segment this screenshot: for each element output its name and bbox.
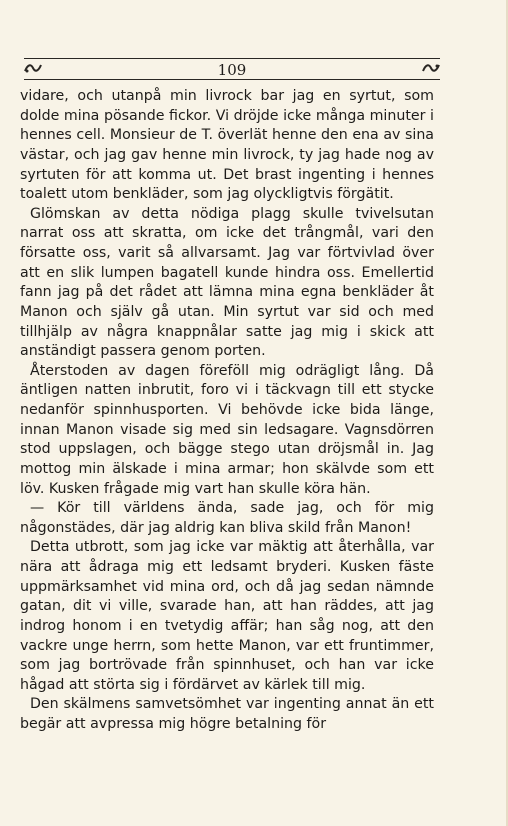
fleuron-ornament-icon <box>422 62 440 74</box>
paragraph: Glömskan av detta nödiga plagg skulle tvivelsutan narrat oss att skratta, om icke det trångmål, vari den försatte oss, varit så allvarsamt. Jag var förtvivlad över att en slik lumpen bagatell kunde hindra oss. Emellertid fann jag på det rådet att lämna mina egna benkläder åt Manon och själv gå utan. Min syrtut var sid och med tillhjälp av några knappnålar satte jag mig i skick att anständigt passera genom porten. <box>20 205 434 360</box>
header-rule-bottom <box>24 79 440 80</box>
paragraph: Den skälmens samvetsömhet var ingenting annat än ett begär att avpressa mig högre betalning för <box>20 696 434 732</box>
paragraph: vidare, och utanpå min livrock bar jag en syrtut, som dolde mina pösande fickor. Vi dröjde icke många minuter i hennes cell. Monsieur de T. överlät henne den ena av sina västar, och jag gav henne min livrock, ty jag hade nog av syrtuten för att komma ut. Det brast ingenting i hennes toalett utom benkläder, som jag olyckligtvis förgätit. <box>20 88 434 203</box>
body-text <box>20 87 434 735</box>
paragraph: Återstoden av dagen föreföll mig odrägligt lång. Då äntligen natten inbrutit, foro vi i täckvagn till ett stycke nedanför spinnhusporten. Vi behövde icke bida länge, innan Manon visade sig med sin ledsagare. Vagnsdörren stod uppslagen, och bägge stego utan dröjsmål in. Jag mottog min älskade i mina armar; hon skälvde som ett löv. Kusken frågade mig vart han skulle köra hän. <box>20 362 434 497</box>
paragraph: — Kör till världens ända, sade jag, och för mig någonstädes, där jag aldrig kan bliva skild från Manon! <box>20 500 434 536</box>
running-header <box>24 58 440 82</box>
paragraph: Detta utbrott, som jag icke var mäktig att återhålla, var nära att ådraga mig ett ledsamt bryderi. Kusken fäste uppmärksamhet vid mina ord, och då jag sedan nämnde gatan, dit vi ville, svarade han, att han räddes, att jag indrog honom i en tvetydig affär; han såg nog, att den vackre unge herrn, som hette Manon, var ett fruntimmer, som jag bortrövade från spinnhuset, och han var icke hågad att störta sig i fördärvet av kärlek till mig. <box>20 539 434 693</box>
page-number: 109 <box>217 61 247 79</box>
header-rule-top <box>24 58 440 59</box>
